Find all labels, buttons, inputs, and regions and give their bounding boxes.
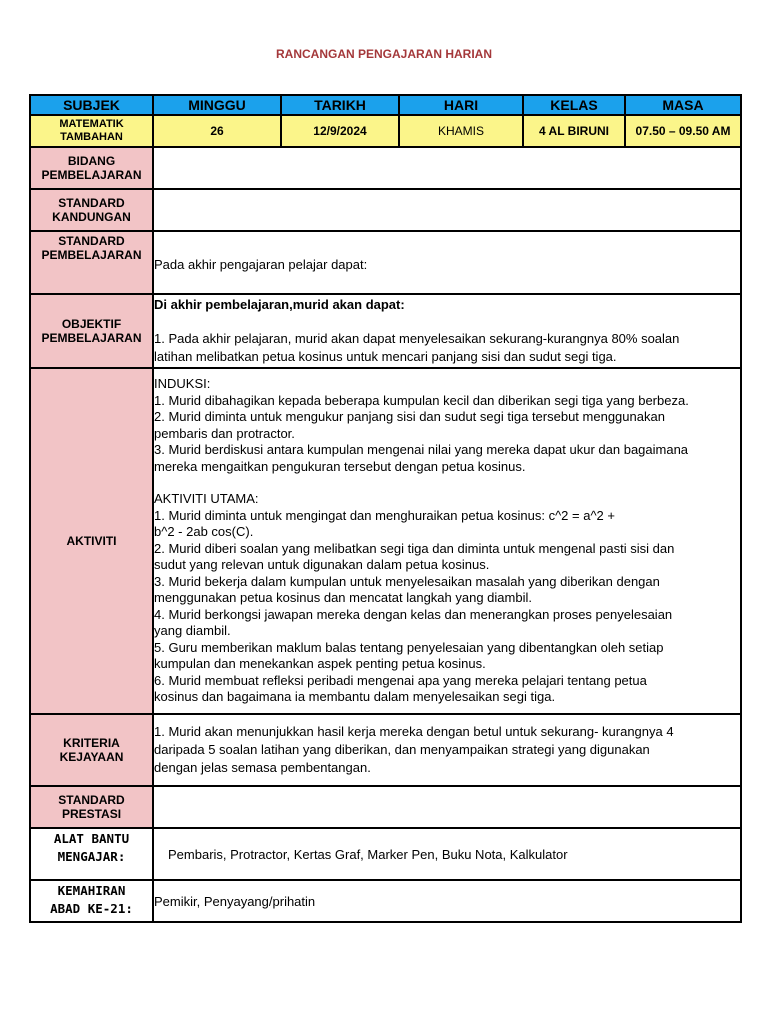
objektif-heading: Di akhir pembelajaran,murid akan dapat: [154,297,405,312]
label-prestasi [30,786,153,828]
value-subjek-line-2: TAMBAHAN [60,131,123,143]
aktiviti-line: 4. Murid berkongsi jawapan mereka dengan kelas dan menerangkan proses penyelesaian [154,606,673,622]
content-aktiviti [153,368,741,714]
row-objektif [30,294,741,368]
page-title: RANCANGAN PENGAJARAN HARIAN [275,47,492,61]
header-hari: HARI [399,95,523,115]
content-standard-pembelajaran: Pada akhir pengajaran pelajar dapat: [153,231,741,294]
label-standard-pembelajaran [30,231,153,294]
aktiviti-line: 3. Murid bekerja dalam kumpulan untuk menyelesaikan masalah yang diberikan dengan [154,573,660,589]
objektif-line-2: latihan melibatkan petua kosinus untuk mencari panjang sisi dan sudut segi tiga. [154,349,617,364]
aktiviti-line: INDUKSI: [154,376,211,392]
aktiviti-line: 2. Murid diberi soalan yang melibatkan segi tiga dan diminta untuk mengenal pasti sisi dan [154,540,675,556]
label-sp-line-2: PEMBELAJARAN [41,248,142,262]
header-tarikh: TARIKH [281,95,399,115]
aktiviti-line: kumpulan dan menekankan aspek penting petua kosinus. [154,656,486,672]
label-objektif-line-1: OBJEKTIF [61,317,122,331]
row-alat-bantu [30,828,741,880]
label-alat-bantu [30,828,153,880]
row-bidang [30,147,741,189]
content-alat-bantu: Pembaris, Protractor, Kertas Graf, Marker Pen, Buku Nota, Kalkulator [153,828,741,880]
content-prestasi [153,786,741,828]
aktiviti-line: 2. Murid diminta untuk mengukur panjang sisi dan sudut segi tiga tersebut menggunakan [154,409,665,425]
aktiviti-line: 3. Murid berdiskusi antara kumpulan mengenai nilai yang mereka dapat ukur dan bagaimana [154,442,689,458]
label-kriteria-line-2: KEJAYAAN [59,750,124,764]
label-kandungan [30,189,153,231]
content-kandungan [153,189,741,231]
label-alat-line-1: ALAT BANTU [53,831,130,846]
label-objektif [30,294,153,368]
value-kelas: 4 AL BIRUNI [523,115,625,147]
label-kemahiran-line-2: ABAD KE-21: [50,901,133,916]
header-row [30,95,741,115]
label-prestasi-line-2: PRESTASI [61,807,122,821]
label-kriteria-line-1: KRITERIA [63,736,120,750]
label-sp-line-1: STANDARD [58,234,125,248]
content-kriteria [153,714,741,786]
value-minggu: 26 [153,115,281,147]
kriteria-line-3: dengan jelas semasa pembentangan. [154,760,371,775]
value-subjek-line-1: MATEMATIK [59,118,124,130]
aktiviti-line: 1. Murid dibahagikan kepada beberapa kumpulan kecil dan diberikan segi tiga yang berbeza. [154,392,689,408]
content-bidang [153,147,741,189]
row-prestasi [30,786,741,828]
kriteria-line-1: 1. Murid akan menunjukkan hasil kerja mereka dengan betul untuk sekurang- kurangnya 4 [154,724,674,739]
row-standard-pembelajaran [30,231,741,294]
row-aktiviti [30,368,741,714]
label-kandungan-line-1: STANDARD [58,196,125,210]
label-kemahiran-line-1: KEMAHIRAN [57,883,126,898]
header-masa: MASA [625,95,741,115]
aktiviti-line: yang diambil. [154,623,231,639]
lesson-plan-table [29,94,742,923]
kriteria-line-2: daripada 5 soalan latihan yang diberikan, dan menyampaikan strategi yang digunakan [154,742,650,757]
label-bidang-line-2: PEMBELAJARAN [41,168,142,182]
objektif-line-1: 1. Pada akhir pelajaran, murid akan dapat menyelesaikan sekurang-kurangnya 80% soalan [154,331,680,346]
label-kemahiran [30,880,153,922]
aktiviti-line: 6. Murid membuat refleksi peribadi mengenai apa yang mereka pelajari tentang petua [154,672,647,688]
aktiviti-line: 1. Murid diminta untuk mengingat dan menghuraikan petua kosinus: c^2 = a^2 + [154,507,615,523]
row-kemahiran [30,880,741,922]
label-alat-line-2: MENGAJAR: [57,849,126,864]
aktiviti-line: pembaris dan protractor. [154,425,295,441]
value-tarikh: 12/9/2024 [281,115,399,147]
aktiviti-line: mereka mengaitkan pengukuran tersebut dengan petua kosinus. [154,458,526,474]
aktiviti-line: kosinus dan bagaimana ia membantu dalam menyelesaikan segi tiga. [154,689,556,705]
values-row [30,115,741,147]
header-kelas: KELAS [523,95,625,115]
aktiviti-spacer [154,475,740,491]
label-objektif-line-2: PEMBELAJARAN [41,331,142,345]
header-subjek: SUBJEK [30,95,153,115]
value-subjek [30,115,153,147]
label-kriteria [30,714,153,786]
label-bidang [30,147,153,189]
content-objektif [153,294,741,368]
value-masa: 07.50 – 09.50 AM [625,115,741,147]
label-prestasi-line-1: STANDARD [58,793,125,807]
header-minggu: MINGGU [153,95,281,115]
aktiviti-line: menggunakan petua kosinus dan mencatat langkah yang diambil. [154,590,532,606]
label-aktiviti: AKTIVITI [30,368,153,714]
row-kriteria [30,714,741,786]
label-bidang-line-1: BIDANG [67,154,116,168]
aktiviti-line: AKTIVITI UTAMA: [154,491,259,507]
objektif-spacer [154,314,740,330]
aktiviti-line: sudut yang relevan untuk digunakan dalam petua kosinus. [154,557,490,573]
row-kandungan [30,189,741,231]
value-hari: KHAMIS [399,115,523,147]
aktiviti-line: 5. Guru memberikan maklum balas tentang penyelesaian yang dibentangkan oleh setiap [154,639,664,655]
aktiviti-line: b^2 - 2ab cos(C). [154,524,254,540]
label-kandungan-line-2: KANDUNGAN [52,210,131,224]
content-kemahiran: Pemikir, Penyayang/prihatin [153,880,741,922]
